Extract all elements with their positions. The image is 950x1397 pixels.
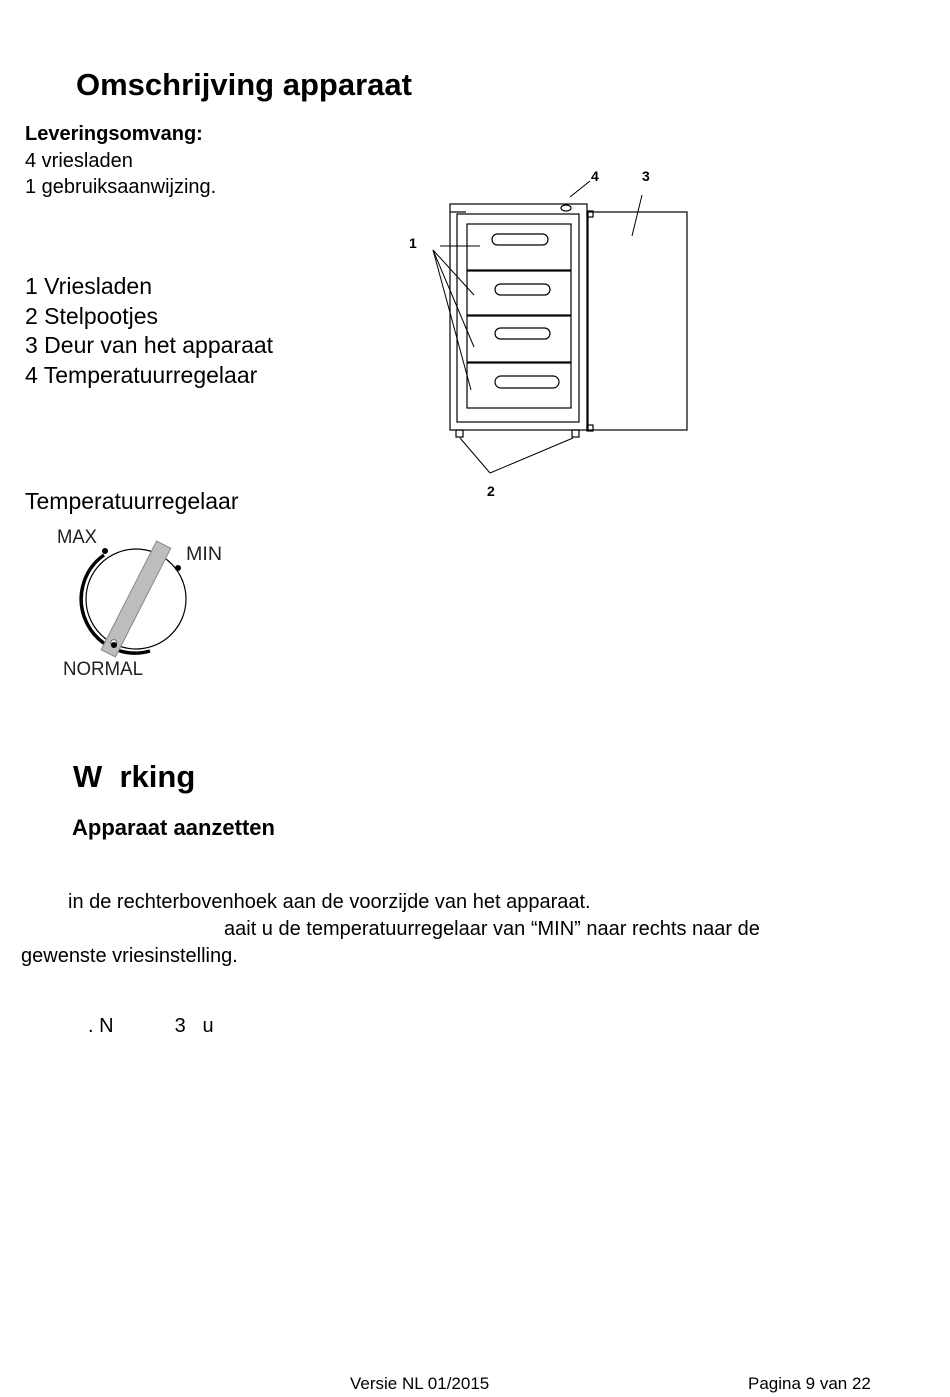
dial-dot-normal	[111, 642, 117, 648]
section-title-werking: W rking	[73, 759, 196, 794]
dial-label-normal: NORMAL	[63, 659, 143, 680]
parts-legend	[25, 272, 273, 390]
body-text-line: in de rechterbovenhoek aan de voorzijde van het apparaat.	[68, 891, 591, 913]
thermostat-dial	[50, 518, 240, 688]
delivery-heading: Leveringsomvang:	[25, 123, 203, 145]
delivery-item: 1 gebruiksaanwijzing.	[25, 176, 217, 198]
footer-version: Versie NL 01/2015	[350, 1374, 490, 1393]
diagram-label-door: 3	[642, 168, 650, 184]
dial-pointer	[101, 541, 171, 657]
dial-label-max: MAX	[57, 527, 98, 548]
body-text-line: gewenste vriesinstelling.	[21, 945, 238, 967]
legend-item: 2 Stelpootjes	[25, 302, 158, 329]
section-title-omschrijving: Omschrijving apparaat	[76, 67, 412, 102]
diagram-label-feet: 2	[487, 483, 495, 499]
dial-label-min: MIN	[186, 544, 222, 565]
diagram-label-drawers: 1	[409, 235, 417, 251]
legend-item: 1 Vriesladen	[25, 273, 153, 299]
subsection-title: Apparaat aanzetten	[72, 815, 275, 840]
legend-item: 4 Temperatuurregelaar	[25, 361, 258, 388]
body-text-fragment: . N 3 u	[88, 1015, 214, 1037]
freezer-body-drawing	[450, 204, 687, 437]
dial-dot-min	[175, 565, 181, 571]
appliance-diagram	[400, 160, 700, 505]
dial-dot-max	[102, 548, 108, 554]
delivery-item: 4 vriesladen	[25, 150, 133, 172]
body-text-line: aait u de temperatuurregelaar van “MIN” naar rechts naar de	[224, 918, 760, 940]
thermostat-heading: Temperatuurregelaar	[25, 488, 239, 514]
footer-page-number: Pagina 9 van 22	[748, 1374, 871, 1393]
leader-lines	[433, 181, 642, 473]
legend-item: 3 Deur van het apparaat	[25, 332, 274, 358]
diagram-label-thermostat: 4	[591, 168, 599, 184]
